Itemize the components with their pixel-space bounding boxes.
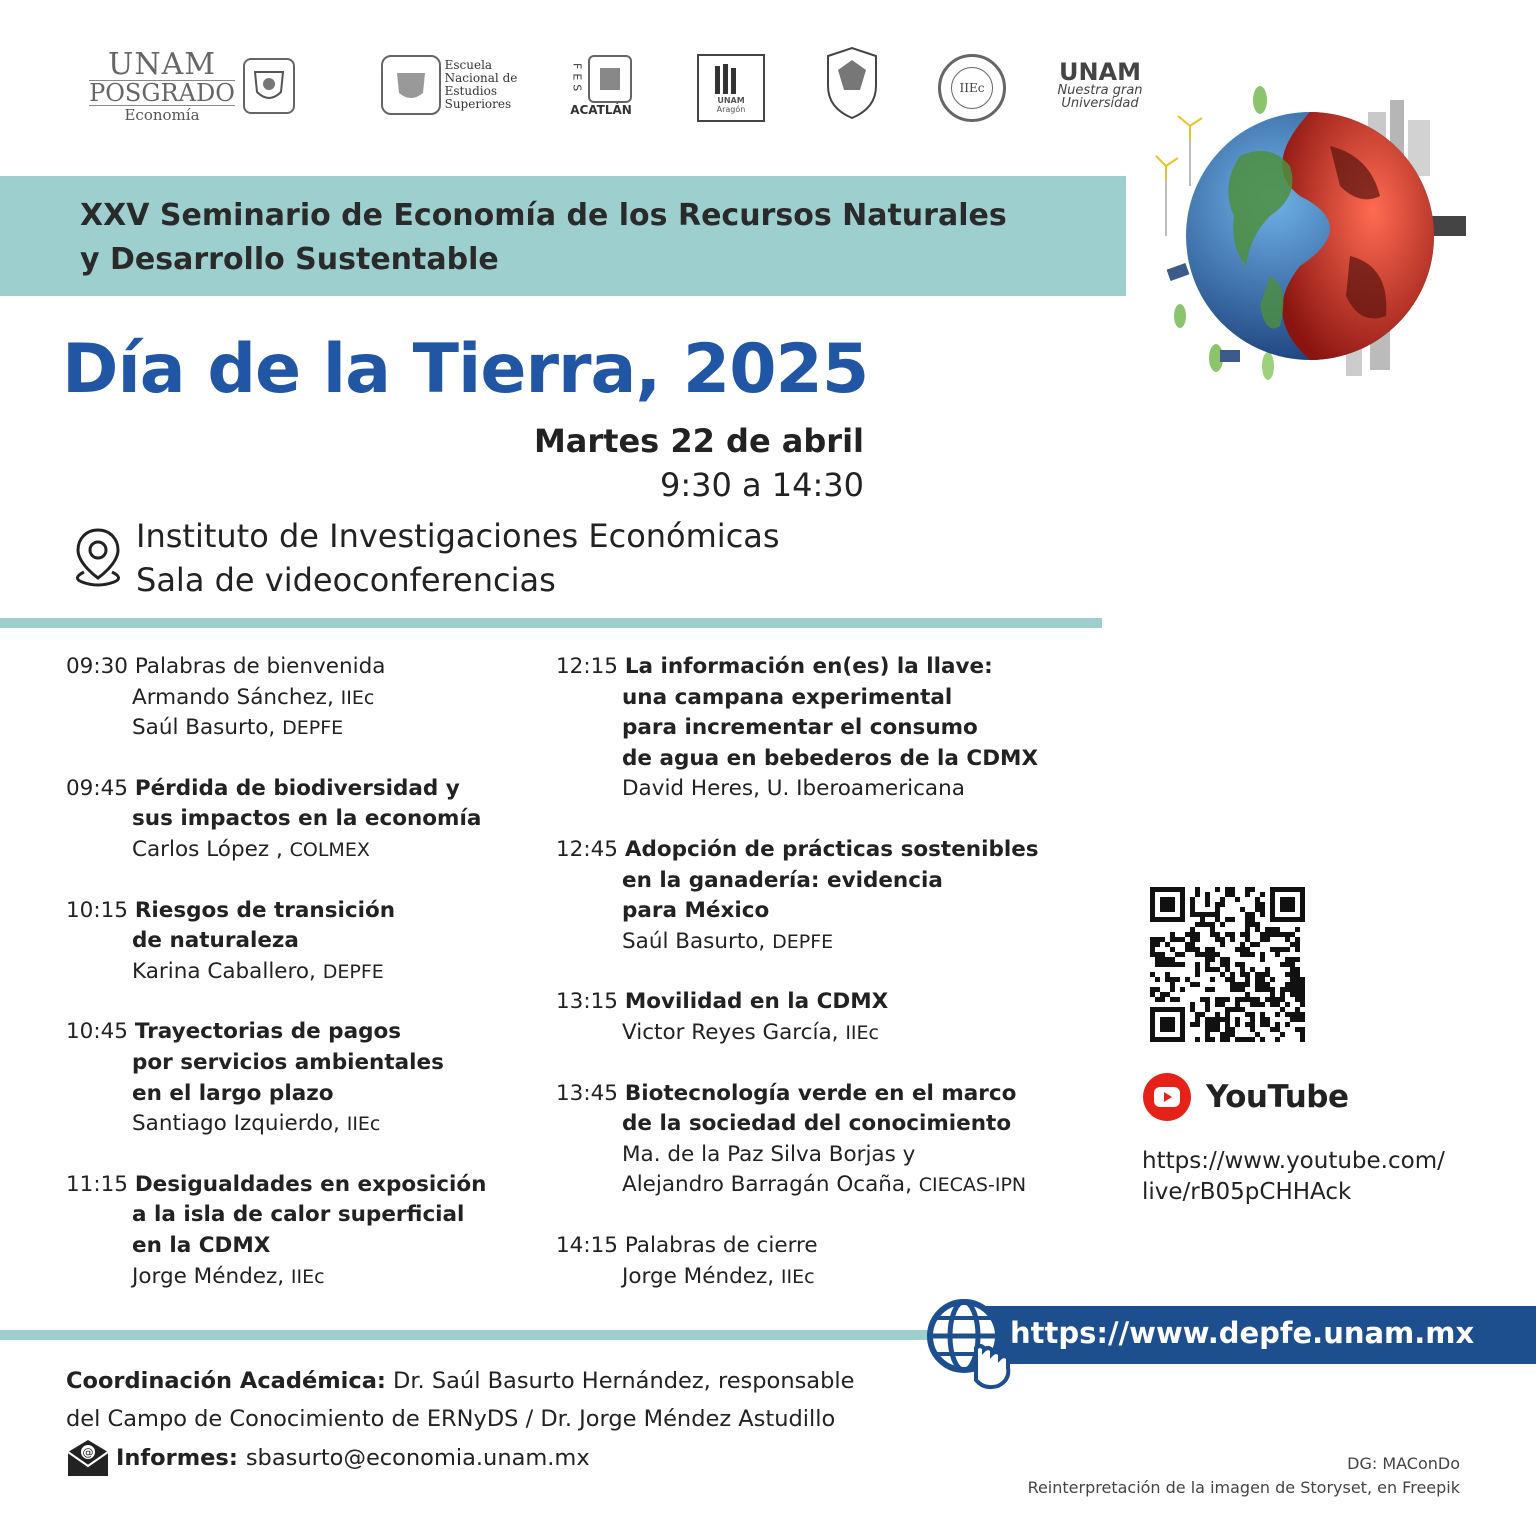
program-item-speaker	[556, 774, 1116, 805]
program-item-time: 12:15	[556, 654, 618, 679]
program-item-speaker	[556, 927, 1116, 958]
coordination-label: Coordinación Académica:	[66, 1368, 386, 1394]
unam-posgrado-logo	[74, 46, 310, 126]
svg-text:@: @	[82, 1446, 94, 1459]
seminar-title-line: XXV Seminario de Economía de los Recursos Naturales	[80, 198, 1007, 233]
program-item-speaker	[66, 1109, 546, 1140]
program-item-title: en la ganadería: evidencia	[622, 867, 943, 893]
program-item-header	[556, 652, 1116, 683]
program-item-title: a la isla de calor superficial	[132, 1202, 465, 1228]
coordination-text: Dr. Saúl Basurto Hernández, responsable	[385, 1368, 855, 1394]
program-item	[66, 896, 546, 988]
speaker-affiliation: IIEc	[340, 686, 375, 709]
logo-text: Superiores	[444, 97, 512, 111]
coordination-text: del Campo de Conocimiento de ERNyDS / Dr. Jorge Méndez Astudillo	[66, 1406, 836, 1432]
program-item-speaker	[556, 1018, 1116, 1049]
event-time: 9:30 a 14:30	[659, 466, 864, 504]
program-item	[556, 835, 1116, 957]
speaker-affiliation: COLMEX	[289, 838, 370, 861]
separator-top	[0, 618, 1102, 628]
aragon-logo	[697, 54, 765, 122]
speaker-affiliation: IIEc	[780, 1265, 815, 1288]
program-item-speaker	[66, 683, 546, 714]
program-item-title-line	[556, 713, 1116, 744]
program-item	[66, 1017, 546, 1139]
youtube-url-line: live/rB05pCHHAck	[1142, 1179, 1352, 1205]
program-item-speaker	[66, 957, 546, 988]
program-item-header	[66, 774, 546, 805]
logo-text: FES	[570, 62, 584, 96]
unam-nuestra-gran-universidad-logo	[1050, 52, 1150, 118]
qr-code[interactable]	[1150, 887, 1305, 1042]
youtube-link[interactable]	[1142, 1072, 1349, 1122]
speaker-name: Karina Caballero,	[132, 958, 316, 984]
program-item-title: una campana experimental	[622, 684, 953, 710]
speaker-name: Jorge Méndez,	[622, 1263, 775, 1289]
speaker-name: Alejandro Barragán Ocaña,	[622, 1172, 912, 1198]
event-date: Martes 22 de abril	[533, 422, 864, 460]
program-item-title-line	[556, 896, 1116, 927]
design-credits	[1028, 1452, 1460, 1500]
program-item-title-line	[66, 1231, 546, 1262]
program-item-header	[66, 1170, 546, 1201]
program-item-header	[66, 896, 546, 927]
speaker-name: Jorge Méndez,	[132, 1263, 285, 1289]
speaker-name: Victor Reyes García,	[622, 1019, 839, 1045]
program-item-title: Pérdida de biodiversidad y	[134, 775, 460, 801]
venue-name: Instituto de Investigaciones Económicas	[136, 517, 780, 555]
program-item	[556, 1079, 1116, 1201]
program-item-speaker	[556, 1262, 1116, 1293]
speaker-name: Armando Sánchez,	[132, 684, 334, 710]
program-item-title: Adopción de prácticas sostenibles	[624, 836, 1039, 862]
speaker-name: Carlos López ,	[132, 836, 283, 862]
unam-seal-icon	[588, 55, 632, 103]
program-item-title: Palabras de cierre	[624, 1232, 818, 1258]
program-item-time: 14:15	[556, 1232, 618, 1258]
speaker-affiliation: IIEc	[845, 1021, 879, 1044]
program-item-time: 13:15	[556, 989, 618, 1015]
program-item-title: por servicios ambientales	[132, 1049, 444, 1075]
youtube-url-line: https://www.youtube.com/	[1142, 1148, 1445, 1174]
speaker-name: Santiago Izquierdo,	[132, 1111, 340, 1137]
program-right-column	[556, 652, 1116, 1322]
program-item-title-line	[556, 1109, 1116, 1140]
separator-bottom	[0, 1330, 960, 1340]
program-item-title: Trayectorias de pagos	[134, 1019, 402, 1045]
speaker-name: David Heres, U. Iberoamericana	[622, 776, 965, 802]
eagle-shield-icon	[822, 46, 882, 120]
speaker-affiliation: DEPFE	[282, 717, 344, 740]
unam-seal-icon	[243, 58, 295, 114]
credit-line: DG: MAConDo	[1347, 1454, 1460, 1473]
email-icon	[66, 1438, 110, 1478]
speaker-name: Saúl Basurto,	[622, 928, 766, 954]
program-item-header	[556, 987, 1116, 1018]
program-item-title: Palabras de bienvenida	[134, 654, 386, 679]
iiec-seal-logo	[938, 54, 1006, 122]
program-item-speaker	[66, 835, 546, 866]
logo-text: Universidad	[1061, 96, 1139, 111]
program-item-time: 09:45	[66, 775, 128, 801]
program-item-title: Riesgos de transición	[134, 897, 396, 923]
program-item-title: para México	[622, 898, 770, 924]
logo-text: Estudios	[444, 84, 497, 98]
event-title: Día de la Tierra, 2025	[62, 330, 869, 409]
program-item-header	[66, 1017, 546, 1048]
program-item-title-line	[66, 1200, 546, 1231]
logo-text: Nuestra gran	[1057, 83, 1143, 98]
program-item-header	[556, 1231, 1116, 1262]
program-item-title: de naturaleza	[132, 928, 299, 954]
program-item-title: de la sociedad del conocimiento	[622, 1111, 1012, 1137]
program-item-time: 12:45	[556, 836, 618, 862]
program-item-speaker	[556, 1140, 1116, 1171]
website-link[interactable]: https://www.depfe.unam.mx	[1010, 1316, 1475, 1350]
speaker-affiliation: IIEc	[290, 1265, 325, 1288]
program-item-header	[66, 652, 546, 683]
program-item-speaker	[66, 713, 546, 744]
program-item-title-line	[66, 804, 546, 835]
program-item-title: sus impactos en la economía	[132, 806, 482, 832]
program-item-title: Movilidad en la CDMX	[624, 989, 889, 1015]
program-item-title-line	[66, 926, 546, 957]
coordination	[66, 1362, 986, 1438]
logo-text: UNAM	[108, 46, 216, 82]
logo-text: Aragón	[716, 105, 746, 114]
logo-text: UNAM	[717, 96, 745, 105]
program-item-title-line	[556, 744, 1116, 775]
program-item-header	[556, 835, 1116, 866]
event-venue	[136, 514, 780, 602]
program-item-title: Desigualdades en exposición	[134, 1171, 487, 1197]
youtube-url[interactable]	[1142, 1146, 1445, 1208]
enes-seal-icon	[381, 55, 441, 115]
program-item	[66, 652, 546, 744]
program-item	[66, 1170, 546, 1292]
speaker-affiliation: CIECAS-IPN	[918, 1174, 1027, 1197]
speaker-affiliation: DEPFE	[322, 960, 384, 983]
fes-acatlan-logo	[568, 50, 634, 122]
logo-text: UNAM	[1058, 58, 1142, 86]
program-item-time: 13:45	[556, 1080, 618, 1106]
contact-email[interactable]: sbasurto@economia.unam.mx	[245, 1445, 590, 1471]
program-item-speaker	[66, 1262, 546, 1293]
program-item-time: 11:15	[66, 1171, 128, 1197]
speaker-affiliation: IIEc	[346, 1113, 381, 1136]
logo-text: ACATLÁN	[570, 103, 632, 117]
program-item-title: Biotecnología verde en el marco	[624, 1080, 1017, 1106]
program-item	[66, 774, 546, 866]
logo-text: Nacional de	[444, 71, 518, 85]
program-item-time: 10:15	[66, 897, 128, 923]
youtube-icon	[1142, 1072, 1192, 1122]
program-item-time: 09:30	[66, 654, 128, 679]
earth-illustration	[1150, 86, 1470, 386]
program-item-time: 10:45	[66, 1019, 128, 1045]
contact-info	[66, 1438, 590, 1478]
program-item-title: en la CDMX	[132, 1232, 271, 1258]
program-item-header	[556, 1079, 1116, 1110]
program-item-title: La información en(es) la llave:	[624, 654, 993, 679]
program-item-title: para incrementar el consumo	[622, 715, 978, 741]
logo-text: IIEc	[959, 81, 985, 95]
program-item-title: en el largo plazo	[132, 1080, 334, 1106]
contact-label: Informes:	[116, 1445, 238, 1471]
enes-logo	[372, 54, 526, 116]
seminar-title-line: y Desarrollo Sustentable	[80, 242, 499, 277]
logo-text: Escuela	[444, 58, 493, 72]
credit-line: Reinterpretación de la imagen de Storyset, en Freepik	[1027, 1478, 1460, 1497]
venue-room: Sala de videoconferencias	[136, 561, 556, 599]
logo-text: Economía	[124, 105, 200, 124]
location-pin-icon	[70, 526, 126, 588]
speaker-affiliation: DEPFE	[772, 930, 834, 953]
speaker-name: Ma. de la Paz Silva Borjas y	[622, 1141, 916, 1167]
program-item	[556, 1231, 1116, 1292]
facultad-economia-logo	[822, 46, 882, 120]
youtube-label: YouTube	[1206, 1079, 1349, 1115]
program-item-title-line	[556, 866, 1116, 897]
building-icon	[711, 62, 751, 96]
program-item-speaker	[556, 1170, 1116, 1201]
program-item	[556, 987, 1116, 1048]
program-left-column	[66, 652, 546, 1322]
program-item-title-line	[66, 1048, 546, 1079]
logo-text: POSGRADO	[89, 78, 235, 107]
program-item-title: de agua en bebederos de la CDMX	[622, 745, 1039, 771]
program-item	[556, 652, 1116, 805]
program-item-title-line	[66, 1079, 546, 1110]
program-item-title-line	[556, 683, 1116, 714]
seminar-title	[80, 194, 1120, 282]
speaker-name: Saúl Basurto,	[132, 715, 276, 741]
